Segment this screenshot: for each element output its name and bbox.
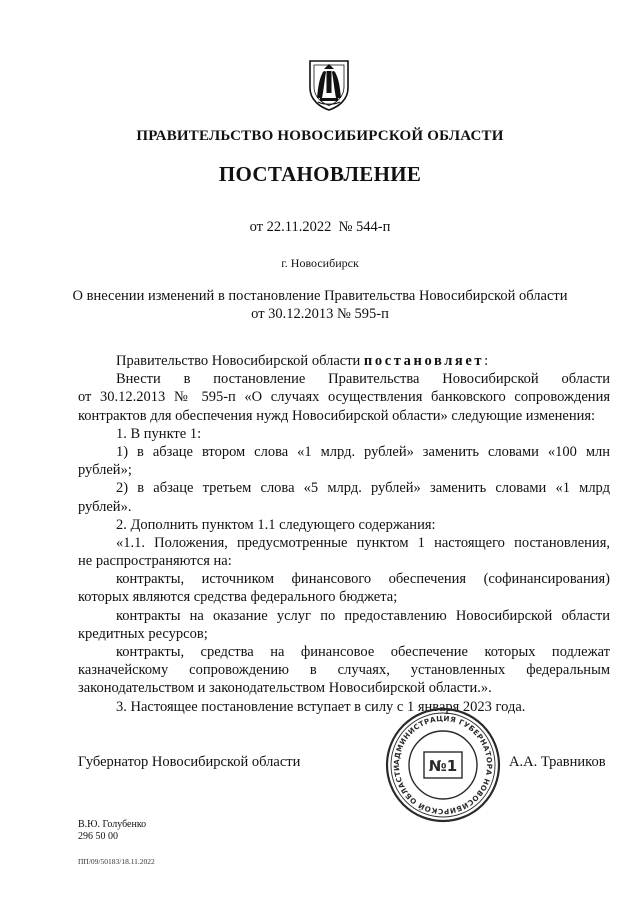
stamp-number: №1 (428, 757, 458, 775)
official-stamp (384, 706, 502, 824)
document-date-number: от 22.11.2022 № 544-п (249, 219, 391, 235)
paragraph-subitem-2: рублей». (78, 498, 132, 515)
paragraph-clause-1-1: «1.1. Положения, предусмотренные пунктом 1 настоящего постановления, (116, 534, 610, 551)
paragraph-contracts-treasury: законодательством и законодательством Новосибирской области.». (78, 680, 492, 697)
coat-of-arms-icon (306, 58, 352, 112)
paragraph-contracts-federal: которых являются средства федерального бюджета; (78, 589, 398, 606)
decree-word: постановляет (363, 353, 485, 369)
paragraph-contracts-credit: контракты на оказание услуг по предоставлению Новосибирской области (116, 607, 610, 624)
paragraph-preamble: Правительство Новосибирской области постановляет: (116, 353, 489, 369)
document-body (78, 352, 610, 716)
subject-line-2: от 30.12.2013 № 595-п (251, 306, 389, 322)
paragraph-intro-line: от 30.12.2013 № 595-п «О случаях осуществления банковского сопровождения (78, 389, 610, 406)
paragraph-intro-line: контрактов для обеспечения нужд Новосибирской области» следующие изменения: (78, 407, 596, 424)
paragraph-contracts-treasury: казначейскому сопровождению в случаях, установленных федеральным (78, 662, 610, 679)
subject-line-1: О внесении изменений в постановление Правительства Новосибирской области (72, 288, 568, 304)
paragraph-subitem-1: 1) в абзаце втором слова «1 млрд. рублей» заменить словами «100 млн (116, 443, 610, 460)
executor-name: В.Ю. Голубенко (78, 819, 147, 830)
executor-info (78, 819, 146, 842)
document-code: ПП/09/50183/18.11.2022 (78, 857, 155, 866)
paragraph-contracts-credit: кредитных ресурсов; (78, 625, 208, 642)
paragraph-clause-1-1: не распространяются на: (78, 553, 232, 570)
stamp-ring-text: АДМИНИСТРАЦИЯ ГУБЕРНАТОРА НОВОСИБИРСКОЙ ОБЛАСТИ (391, 713, 495, 817)
document-type: ПОСТАНОВЛЕНИЕ (218, 162, 422, 186)
paragraph-subitem-2: 2) в абзаце третьем слова «5 млрд. рублей» заменить словами «1 млрд (116, 480, 610, 497)
document-city: г. Новосибирск (281, 256, 359, 270)
document-subject (0, 287, 640, 323)
paragraph-contracts-federal: контракты, источником финансового обеспечения (софинансирования) (116, 571, 610, 588)
organization-title: ПРАВИТЕЛЬСТВО НОВОСИБИРСКОЙ ОБЛАСТИ (136, 128, 504, 144)
paragraph-item-1: 1. В пункте 1: (116, 425, 202, 442)
paragraph-intro-line: Внести в постановление Правительства Новосибирской области (116, 371, 610, 388)
paragraph-item-3: 3. Настоящее постановление вступает в силу с 1 января 2023 года. (116, 698, 526, 715)
paragraph-contracts-treasury: контракты, средства на финансовое обеспечение которых подлежат (116, 644, 610, 660)
paragraph-subitem-1: рублей»; (78, 462, 132, 479)
paragraph-item-2: 2. Дополнить пунктом 1.1 следующего содержания: (116, 516, 436, 533)
executor-phone: 296 50 00 (78, 830, 118, 842)
signatory-position: Губернатор Новосибирской области (78, 754, 301, 770)
signatory-name: А.А. Травников (509, 754, 606, 770)
